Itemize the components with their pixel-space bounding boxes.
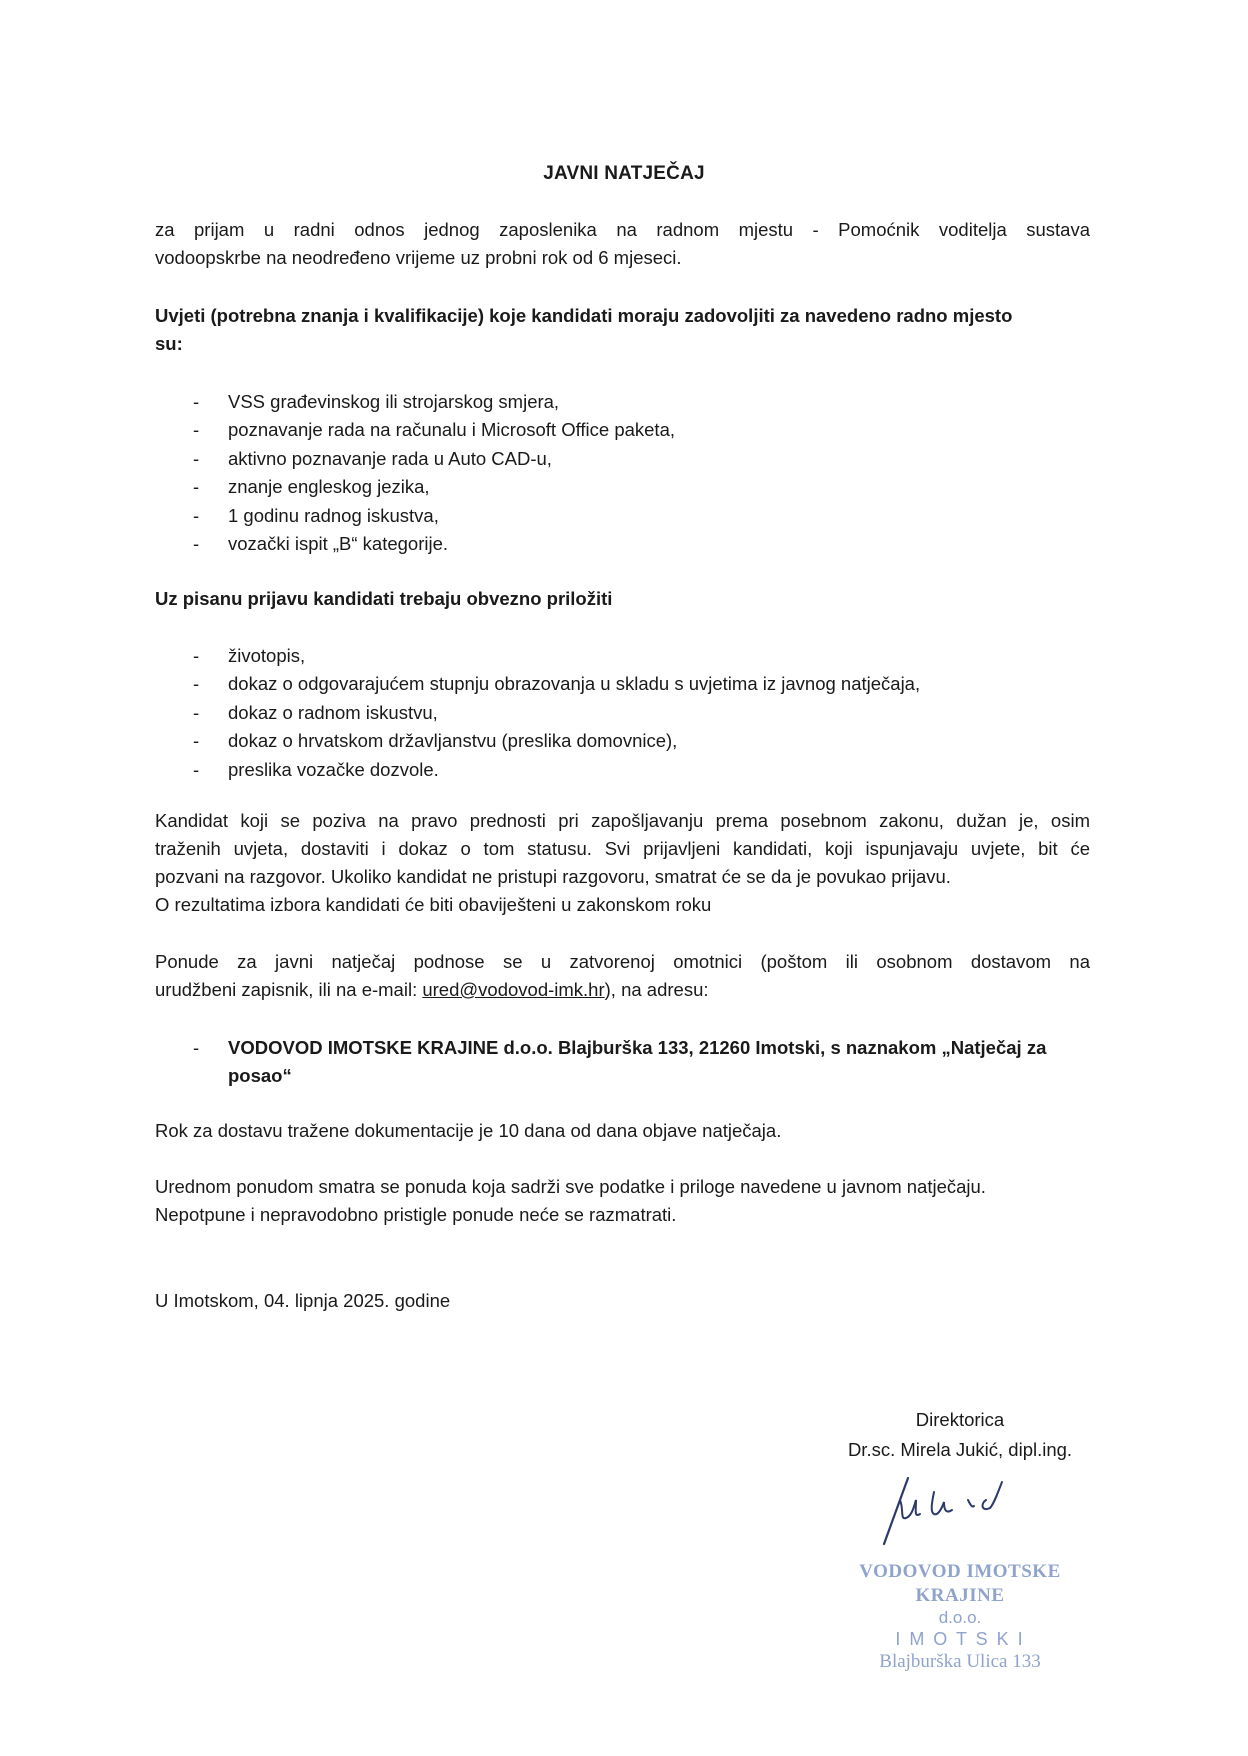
priority-line-1: Kandidat koji se poziva na pravo prednosti pri zapošljavanju prema posebnom zakonu, dužan je, osim bbox=[155, 810, 1090, 831]
address-line-2: posao“ bbox=[228, 1065, 292, 1086]
signatory-role: Direktorica bbox=[915, 1409, 1005, 1430]
handwritten-signature bbox=[870, 1470, 1020, 1550]
valid-offer-line-2: Nepotpune i nepravodobno pristigle ponude neće se razmatrati. bbox=[155, 1204, 677, 1225]
conditions-heading bbox=[155, 302, 1090, 358]
list-item: - dokaz o hrvatskom državljanstvu (preslika domovnice), bbox=[193, 730, 678, 752]
list-item: - vozački ispit „B“ kategorije. bbox=[193, 533, 449, 555]
list-item: - životopis, bbox=[193, 645, 306, 666]
list-item: - VSS građevinskog ili strojarskog smjera, bbox=[193, 391, 560, 412]
conditions-list bbox=[155, 388, 1090, 558]
intro-paragraph bbox=[155, 216, 1090, 272]
address-block: - VODOVOD IMOTSKE KRAJINE d.o.o. Blajburška 133, 21260 Imotski, s naznakom „Natječaj za posao“ bbox=[155, 1034, 1090, 1090]
priority-line-2: traženih uvjeta, dostaviti i dokaz o tom statusu. Svi prijavljeni kandidati, koji ispunjavaju uvjete, bit će bbox=[155, 838, 1090, 859]
stamp-line-4: Blajburška Ulica 133 bbox=[879, 1651, 1041, 1672]
place-date: U Imotskom, 04. lipnja 2025. godine bbox=[155, 1290, 451, 1311]
priority-line-3: pozvani na razgovor. Ukoliko kandidat ne pristupi razgovoru, smatrat će se da je povukao prijavu. bbox=[155, 866, 951, 887]
priority-paragraph bbox=[155, 807, 1090, 919]
valid-offer-paragraph bbox=[155, 1173, 1090, 1229]
deadline-text: Rok za dostavu tražene dokumentacije je 10 dana od dana objave natječaja. bbox=[155, 1120, 782, 1141]
attachments-list bbox=[155, 642, 1090, 784]
submission-paragraph bbox=[155, 948, 1090, 1004]
conditions-heading-line-2: su: bbox=[155, 333, 183, 354]
list-item: - 1 godinu radnog iskustva, bbox=[193, 504, 439, 526]
stamp-line-2: d.o.o. bbox=[938, 1608, 982, 1627]
conditions-heading-line-1: Uvjeti (potrebna znanja i kvalifikacije) koje kandidati moraju zadovoljiti za navedeno radno mjesto bbox=[155, 305, 1013, 326]
document-title: JAVNI NATJEČAJ bbox=[543, 163, 705, 184]
attachments-heading: Uz pisanu prijavu kandidati trebaju obvezno priložiti bbox=[155, 588, 613, 609]
intro-line-1: za prijam u radni odnos jednog zaposlenika na radnom mjestu - Pomoćnik voditelja sustava bbox=[155, 219, 1090, 240]
submission-line-1: Ponude za javni natječaj podnose se u zatvorenoj omotnici (poštom ili osobnom dostavom na bbox=[155, 951, 1090, 972]
company-stamp bbox=[820, 1560, 1100, 1674]
list-item: - aktivno poznavanje rada u Auto CAD-u, bbox=[193, 447, 552, 469]
list-item: - preslika vozačke dozvole. bbox=[193, 758, 439, 780]
stamp-line-1: VODOVOD IMOTSKE KRAJINE bbox=[859, 1561, 1061, 1606]
list-item: - poznavanje rada na računalu i Microsoft Office paketa, bbox=[193, 419, 675, 441]
submission-line-2: urudžbeni zapisnik, ili na e-mail: ured@vodovod-imk.hr), na adresu: bbox=[155, 979, 709, 1000]
list-item: - dokaz o odgovarajućem stupnju obrazovanja u skladu s uvjetima iz javnog natječaja, bbox=[193, 673, 921, 695]
signatory-name: Dr.sc. Mirela Jukić, dipl.ing. bbox=[847, 1439, 1073, 1460]
list-item: - dokaz o radnom iskustvu, bbox=[193, 701, 438, 723]
priority-line-4: O rezultatima izbora kandidati će biti obaviješteni u zakonskom roku bbox=[155, 894, 712, 915]
valid-offer-line-1: Urednom ponudom smatra se ponuda koja sadrži sve podatke i priloge navedene u javnom natječaju. bbox=[155, 1176, 986, 1197]
signature-block bbox=[760, 1405, 1160, 1465]
intro-line-2: vodoopskrbe na neodređeno vrijeme uz probni rok od 6 mjeseci. bbox=[155, 247, 682, 268]
stamp-line-3: I M O T S K I bbox=[895, 1629, 1025, 1649]
list-item: - znanje engleskog jezika, bbox=[193, 476, 430, 498]
email-link[interactable]: ured@vodovod-imk.hr bbox=[422, 979, 605, 1000]
address-line-1: VODOVOD IMOTSKE KRAJINE d.o.o. Blajburška 133, 21260 Imotski, s naznakom „Natječaj za bbox=[228, 1037, 1047, 1058]
